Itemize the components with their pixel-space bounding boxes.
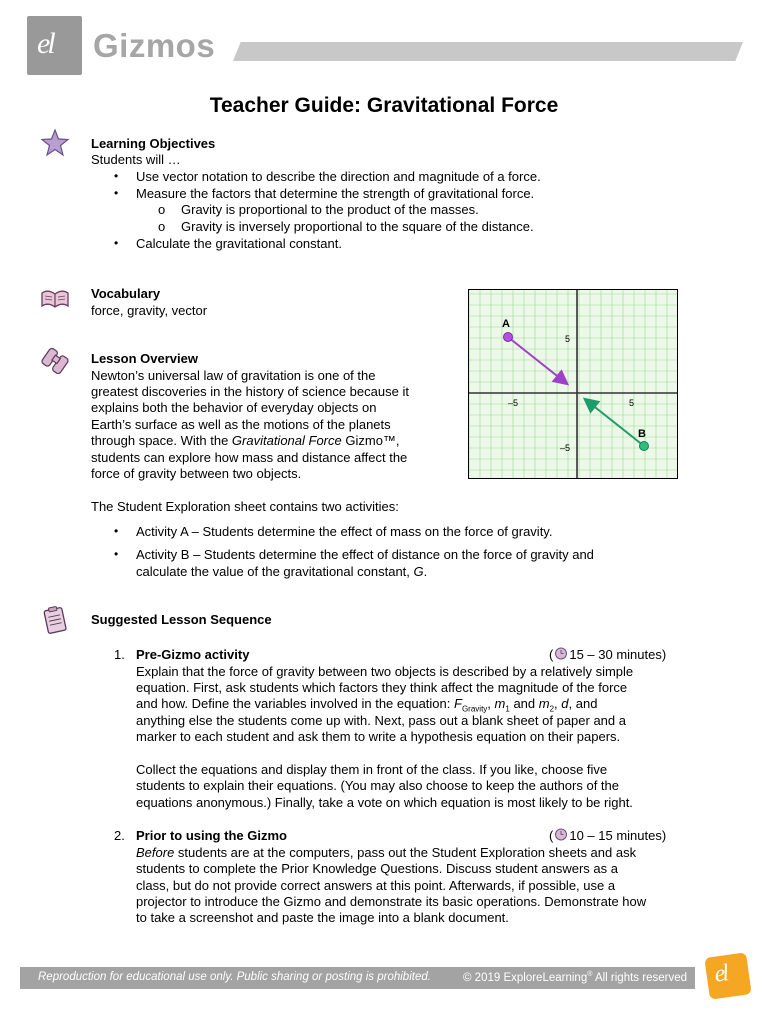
tick-x-neg: –5 xyxy=(508,398,519,408)
bullet-dot: • xyxy=(114,236,119,250)
item-text: projector to introduce the Gizmo and demonstrate its basic operations. Demonstrate how xyxy=(136,894,647,909)
tick-y-neg: –5 xyxy=(560,443,571,453)
item-text: and how. Define the variables involved in the equation: $F_{Gravity}$, $m_1$ and $m_2$, d, and xyxy=(136,696,598,714)
label-a: A xyxy=(502,318,510,330)
vector-graph xyxy=(468,289,678,479)
bullet-dot: • xyxy=(114,169,119,183)
item-text: Explain that the force of gravity between two objects is described by a relatively simple xyxy=(136,664,634,679)
clock-icon xyxy=(554,647,568,660)
objective-item: Measure the factors that determine the strength of gravitational force. xyxy=(136,186,535,201)
clock-icon xyxy=(554,828,568,841)
brand-name: Gizmos xyxy=(93,27,216,64)
item-title: Pre-Gizmo activity xyxy=(136,647,250,662)
objective-subitem: Gravity is proportional to the product of the masses. xyxy=(181,202,479,217)
tick-x-pos: 5 xyxy=(629,398,635,408)
overview-line: greatest discoveries in the history of science because it xyxy=(91,384,409,399)
objectives-intro: Students will … xyxy=(91,152,181,167)
book-icon xyxy=(40,284,70,314)
activity-b-cont: calculate the value of the gravitational constant, G. xyxy=(136,564,428,579)
label-b: B xyxy=(638,428,646,440)
item-text: marker to each student and ask them to write a hypothesis equation on their papers. xyxy=(136,729,621,744)
item-text: students to explain their equations. (You may also choose to keep the authors of the xyxy=(136,778,619,793)
graph-svg xyxy=(469,290,677,478)
explorelearning-logo xyxy=(704,952,751,999)
bullet-dot: • xyxy=(114,547,119,561)
clipboard-icon xyxy=(40,605,70,635)
vocabulary-text: force, gravity, vector xyxy=(91,303,208,318)
footer-copyright: © 2019 ExploreLearning® All rights reserved xyxy=(463,971,687,984)
force-vector-b xyxy=(586,400,644,446)
footer-notice: Reproduction for educational use only. Public sharing or posting is prohibited. xyxy=(38,971,431,983)
overview-line: students can explore how mass and distance affect the xyxy=(91,450,408,465)
objective-item: Calculate the gravitational constant. xyxy=(136,236,342,251)
item-text: anything else the students come up with. Next, pass out a blank sheet of paper and a xyxy=(136,713,626,728)
footer-bar xyxy=(20,967,695,989)
vocabulary-heading: Vocabulary xyxy=(91,286,161,301)
overview-line: force of gravity between two objects. xyxy=(91,466,302,481)
item-text: Collect the equations and display them in front of the class. If you like, choose five xyxy=(136,762,608,777)
item-number: 1. xyxy=(114,647,125,662)
logo-glyph: el xyxy=(37,27,53,60)
objectives-heading: Learning Objectives xyxy=(91,136,216,151)
item-text: Before students are at the computers, pass out the Student Exploration sheets and ask xyxy=(136,845,637,860)
item-text: class, but do not provide correct answers at this point. Afterwards, if possible, use a xyxy=(136,878,616,893)
header-bar xyxy=(233,42,743,61)
mass-a-point xyxy=(504,333,513,342)
bullet-dot: • xyxy=(114,186,119,200)
item-text: equations anonymous.) Finally, take a vote on which equation is most likely to be right. xyxy=(136,795,633,810)
mass-b-point xyxy=(640,442,649,451)
sub-bullet-marker: o xyxy=(158,219,166,234)
binoculars-icon xyxy=(40,346,70,376)
bullet-dot: • xyxy=(114,524,119,538)
item-text: to take a screenshot and paste the image into a blank document. xyxy=(136,910,509,925)
objective-item: Use vector notation to describe the direction and magnitude of a force. xyxy=(136,169,541,184)
activity-a: Activity A – Students determine the effect of mass on the force of gravity. xyxy=(136,524,553,539)
corner-logo-glyph: el xyxy=(712,960,728,988)
objective-subitem: Gravity is inversely proportional to the square of the distance. xyxy=(181,219,534,234)
sheet-intro: The Student Exploration sheet contains two activities: xyxy=(91,499,399,514)
item-number: 2. xyxy=(114,828,125,843)
item-title: Prior to using the Gizmo xyxy=(136,828,287,843)
gizmos-logo xyxy=(27,16,82,75)
tick-y-pos: 5 xyxy=(565,334,571,344)
activity-b: Activity B – Students determine the effect of distance on the force of gravity and xyxy=(136,547,594,562)
item-text: students to complete the Prior Knowledge Questions. Discuss student answers as a xyxy=(136,861,618,876)
overview-line: Earth’s surface as well as the motions of the planets xyxy=(91,417,391,432)
item-text: equation. First, ask students which factors they think affect the magnitude of the force xyxy=(136,680,628,695)
page-title: Teacher Guide: Gravitational Force xyxy=(209,94,559,117)
sub-bullet-marker: o xyxy=(158,202,166,217)
overview-line: explains both the behavior of everyday objects on xyxy=(91,400,377,415)
time-estimate: ( 10 – 15 minutes) xyxy=(549,828,667,843)
sequence-heading: Suggested Lesson Sequence xyxy=(91,612,272,627)
star-icon xyxy=(40,128,70,158)
overview-heading: Lesson Overview xyxy=(91,351,198,366)
overview-line: through space. With the Gravitational Force Gizmo™, xyxy=(91,433,400,448)
overview-line: Newton’s universal law of gravitation is one of the xyxy=(91,368,376,383)
time-estimate: ( 15 – 30 minutes) xyxy=(549,647,667,662)
